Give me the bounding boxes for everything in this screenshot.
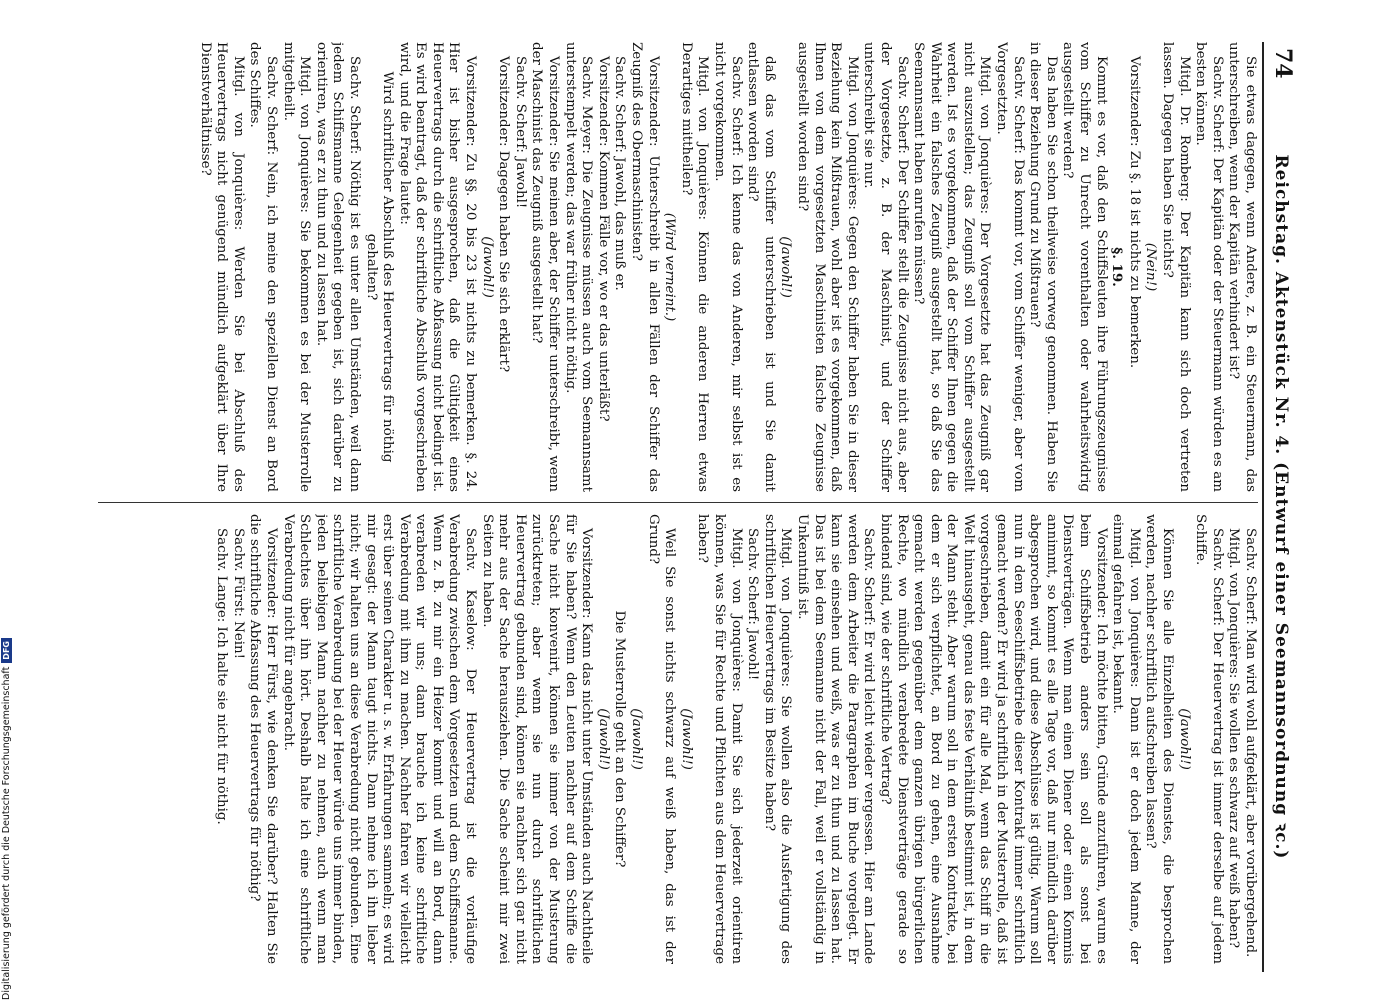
digitization-note-text: Digitalisierung gefördert durch die Deutsche Forschungsgemeinschaft bbox=[1, 666, 12, 1000]
right-column bbox=[98, 514, 1258, 964]
paragraph: Mitgl. von Jonquières: Werden Sie bei Abschluß des Heuervertrags nicht genügend mündlich aufgeklärt über Ihre Dienstverhältnisse? bbox=[197, 42, 246, 492]
paragraph: Weil Sie sonst nichts schwarz auf weiß haben, das ist der Grund? bbox=[645, 514, 678, 964]
digitization-note bbox=[0, 0, 14, 1000]
paragraph: Mitgl. von Jonquières: Damit Sie sich jederzeit orientiren können, was Sie für Rechte und Pflichten aus dem Heuervertrage haben? bbox=[695, 514, 744, 964]
paragraph: Vorsitzender: Kann das nicht unter Umständen auch Nachtheile für Sie haben? Wenn den Leuten nachher auf dem Schiffe die Sache nicht konvenirt, können sie immer von der Musterung zurücktreten; aber wenn sie nun durch schriftlichen Heuervertrag gebunden sind, können sie nachher sich gar nicht mehr aus der Sache herausziehen. Die Sache scheint mir zwei Seiten zu haben. bbox=[479, 514, 595, 964]
column-divider bbox=[98, 502, 1258, 503]
paragraph: Sie etwas dagegen, wenn Andere, z. B. ein Steuermann, das unterschreiben, wenn der Kapitän verhindert ist? bbox=[1226, 42, 1258, 492]
interjection: (Nein!) bbox=[1143, 242, 1159, 292]
paragraph: Sachv. Meyer: Die Zeugnisse müssen auch vom Seemannsamt unterstempelt werden; das war früher nicht nöthig. bbox=[562, 42, 595, 492]
page-number: 74 bbox=[1270, 48, 1296, 79]
paragraph: Mitgl. Dr. Romberg: Der Kapitän kann sich doch vertreten lassen. Dagegen haben Sie nichts? bbox=[1160, 42, 1192, 492]
paragraph: Sachv. Scherf: Jawohl, das muß er. bbox=[612, 56, 628, 291]
paragraph: Sachv. Scherf: Ich kenne das von Anderen, mir selbst ist es nicht vorgekommen. bbox=[712, 42, 744, 492]
paragraph: Vorsitzender: Zu §. 18 ist nichts zu bemerken. bbox=[1126, 56, 1142, 369]
paragraph: Mitgl. von Jonquières: Sie wollen also die Ausfertigung des schriftlichen Heuervertrags im Besitze haben? bbox=[761, 514, 794, 964]
paragraph: Sachv. Scherf: Jawohl! bbox=[512, 56, 528, 209]
paragraph: Sachv. Scherf: Der Heuervertrag ist immer derselbe auf jedem Schiffe. bbox=[1193, 514, 1225, 964]
paragraph: Mitgl. von Jonquières: Sie wollen es schwarz auf weiß haben? bbox=[1226, 528, 1242, 949]
paragraph: Können Sie alle Einzelheiten des Dienstes, die besprochen werden, nachher schriftlich aufschreiben lassen? bbox=[1143, 514, 1176, 964]
paragraph: Sachv. Scherf: Das kommt vor, vom Schiffer weniger, aber vom Vorgesetzten. bbox=[994, 42, 1026, 492]
paragraph: Mitgl. von Jonquières: Können die anderen Herren etwas Derartiges mittheilen? bbox=[678, 42, 711, 492]
interjection: (Jawohl!) bbox=[479, 236, 495, 298]
paragraph: Sachv. Scherf: Jawohl! bbox=[745, 528, 761, 681]
interjection: (Jawohl!) bbox=[1176, 708, 1192, 770]
running-title: Reichstag. Aktenstück Nr. 4. (Entwurf einer Seemannsordnung ꝛc.) bbox=[1271, 154, 1291, 860]
paragraph: Sachv. Lange: Ich halte sie nicht für nöthig. bbox=[214, 528, 230, 825]
paragraph: Kommt es vor, daß den Schiffsleuten ihre Führungszeugnisse vom Schiffer zu Unrecht vorenthalten oder wahrheitswidrig ausgestellt werden? bbox=[1060, 42, 1109, 492]
paragraph: Mitgl. von Jonquières: Dann ist er doch jedem Manne, der einmal gefahren ist, bekannt. bbox=[1110, 514, 1142, 964]
dfg-logo: DFG bbox=[1, 638, 12, 663]
paragraph: Vorsitzender: Kommen Fälle vor, wo er das unterläßt? bbox=[595, 56, 611, 422]
paragraph: Vorsitzender: Zu §§. 20 bis 23 ist nichts zu bemerken. §. 24. Hier ist bisher ausgesprochen, daß die Gültigkeit eines Heuervertrags durch die schriftliche Abfassung nicht bedingt ist. Es wird beantragt, daß der schriftliche Abschluß vorgeschrieben wird, und die Frage lautet: bbox=[396, 42, 479, 492]
paragraph: Die Musterrolle geht an den Schiffer? bbox=[612, 610, 628, 868]
paragraph: Sachv. Fürst: Nein! bbox=[230, 528, 246, 660]
paragraph: Sachv. Scherf: Der Schiffer stellt die Zeugnisse nicht aus, aber der Vorgesetzte, z. B. der Maschinist, und der Schiffer unterschreibt sie nur. bbox=[861, 42, 910, 492]
paragraph: Sachv. Scherf: Nöthig ist es unter allen Umständen, weil dann jedem Schiffsmanne Gelegenheit gegeben ist, sich darüber zu orientiren, was er zu thun und zu lassen hat. bbox=[313, 42, 362, 492]
interjection: (Jawohl!) bbox=[778, 236, 794, 298]
paragraph: Wird schriftlicher Abschluß des Heuervertrags für nöthig gehalten? bbox=[363, 71, 396, 463]
running-header bbox=[1266, 42, 1300, 972]
paragraph: Vorsitzender: Unterschreibt in allen Fällen der Schiffer das Zeugniß des Obermaschinisten? bbox=[629, 42, 661, 492]
paragraph: Sachv. Scherf: Man wird wohl aufgeklärt, aber vorübergehend. bbox=[1243, 528, 1258, 958]
left-column bbox=[98, 42, 1258, 492]
paragraph: Mitgl. von Jonquières: Der Vorgesetzte hat das Zeugniß gar nicht auszustellen; das Zeugniß soll vom Schiffer ausgestellt werden. Ist es vorgekommen, daß der Schiffer Ihnen gegen die Wahrheit ein falsches Zeugniß ausgestellt hat, so daß Sie das Seemannsamt haben anrufen müssen? bbox=[911, 42, 993, 492]
interjection: (Jawohl!) bbox=[678, 708, 694, 770]
interjection: (Jawohl!) bbox=[595, 708, 611, 770]
interjection: (Jawohl!) bbox=[629, 708, 645, 770]
paragraph: Sachv. Scherf: Nein, ich meine den speziellen Dienst an Bord des Schiffes. bbox=[247, 42, 279, 492]
section-heading: §. 19. bbox=[1109, 247, 1126, 287]
paragraph: daß das vom Schiffer unterschrieben ist und Sie damit entlassen worden sind? bbox=[745, 42, 777, 492]
paragraph: Vorsitzender: Herr Fürst, wie denken Sie darüber? Halten Sie die schriftliche Abfassung des Heuervertrags für nöthig? bbox=[247, 514, 279, 964]
paragraph: Vorsitzender: Sie meinen aber, der Schiffer unterschreibt, wenn der Maschinist das Zeugniß ausgestellt hat? bbox=[529, 42, 562, 492]
paragraph: Sachv. Kaselow: Der Heuervertrag ist die vorläufige Verabredung zwischen dem Vorgesetzten und dem Schiffsmanne. Wenn z. B. zu mir ein Heizer kommt und will an Bord, dann verabreden wir uns; dann brauche ich keine schriftliche Verabredung mit ihm zu machen. Nachher fahren wir vielleicht erst über seinen Charakter u. s. w. Erfahrungen sammeln; es wird mir gesagt: der Mann taugt nichts. Dann nehme ich ihn lieber nicht; wir halten uns an diese Verabredung nicht gebunden. Eine schriftliche Verabredung bei der Heuer würde uns immer binden, jeden beliebigen Mann nachher zu nehmen, auch wenn man Schlechtes über ihn hört. Deshalb halte ich eine schriftliche Verabredung nicht für angebracht. bbox=[280, 514, 479, 964]
header-rule bbox=[1262, 42, 1264, 972]
paragraph: Das haben Sie schon theilweise vorweg genommen. Haben Sie in dieser Beziehung Grund zu Mißtrauen? bbox=[1027, 42, 1059, 492]
paragraph: Sachv. Scherf: Er wird leicht wieder vergessen. Hier am Lande werden dem Arbeiter die Paragraphen im Buche vorgelegt. Er kann sie einsehen und weiß, was er zu thun und zu lassen hat. Das ist bei dem Seemanne nicht der Fall, weil er vollständig in Unkenntniß ist. bbox=[794, 514, 877, 964]
paragraph: Vorsitzender: Dagegen haben Sie sich erklärt? bbox=[496, 56, 512, 373]
paragraph: Vorsitzender: Ich möchte bitten, Gründe anzuführen, warum es beim Schiffsbetrieb anders sein soll als sonst bei Dienstverträgen. Wenn man einen Diener oder einen Kommis annimmt, so kommt es alle Tage vor, daß nur mündlich darüber abgesprochen wird, und diese Abschlüsse ist gültig. Warum soll nun in dem Seeschiffsbetriebe dieser Kontrakt immer schriftlich gemacht werden? Er wird ja schriftlich in der Musterrolle, daß ist vorgeschrieben, damit ein für alle Mal, wenn das Schiff in die Welt hinausgeht, genau das feste Verhältniß bestimmt ist, in dem der Mann steht. Aber warum soll in dem ersten Kontrakte, bei dem er sich verpflichtet, an Bord zu gehen, eine Ausnahme gemacht werden gegenüber dem ganzen übrigen bürgerlichen Rechte, wo mündlich verabredete Dienstverträge gerade so bindend sind, wie der schriftliche Vertrag? bbox=[877, 514, 1109, 964]
paragraph: Mitgl. von Jonquières: Sie bekommen es bei der Musterrolle mitgetheilt. bbox=[280, 42, 313, 492]
interjection: (Wird verneint.) bbox=[662, 212, 678, 322]
rotated-page-content bbox=[80, 42, 1300, 972]
paragraph: Sachv. Scherf: Der Kapitän oder der Steuermann würden es am besten können. bbox=[1193, 42, 1225, 492]
paragraph: Mitgl. von Jonquières: Gegen den Schiffer haben Sie in dieser Beziehung kein Mißtrauen, wohl aber ist es vorgekommen, daß Ihnen von dem vorgesetzten Maschinisten falsche Zeugnisse ausgestellt worden sind? bbox=[794, 42, 860, 492]
